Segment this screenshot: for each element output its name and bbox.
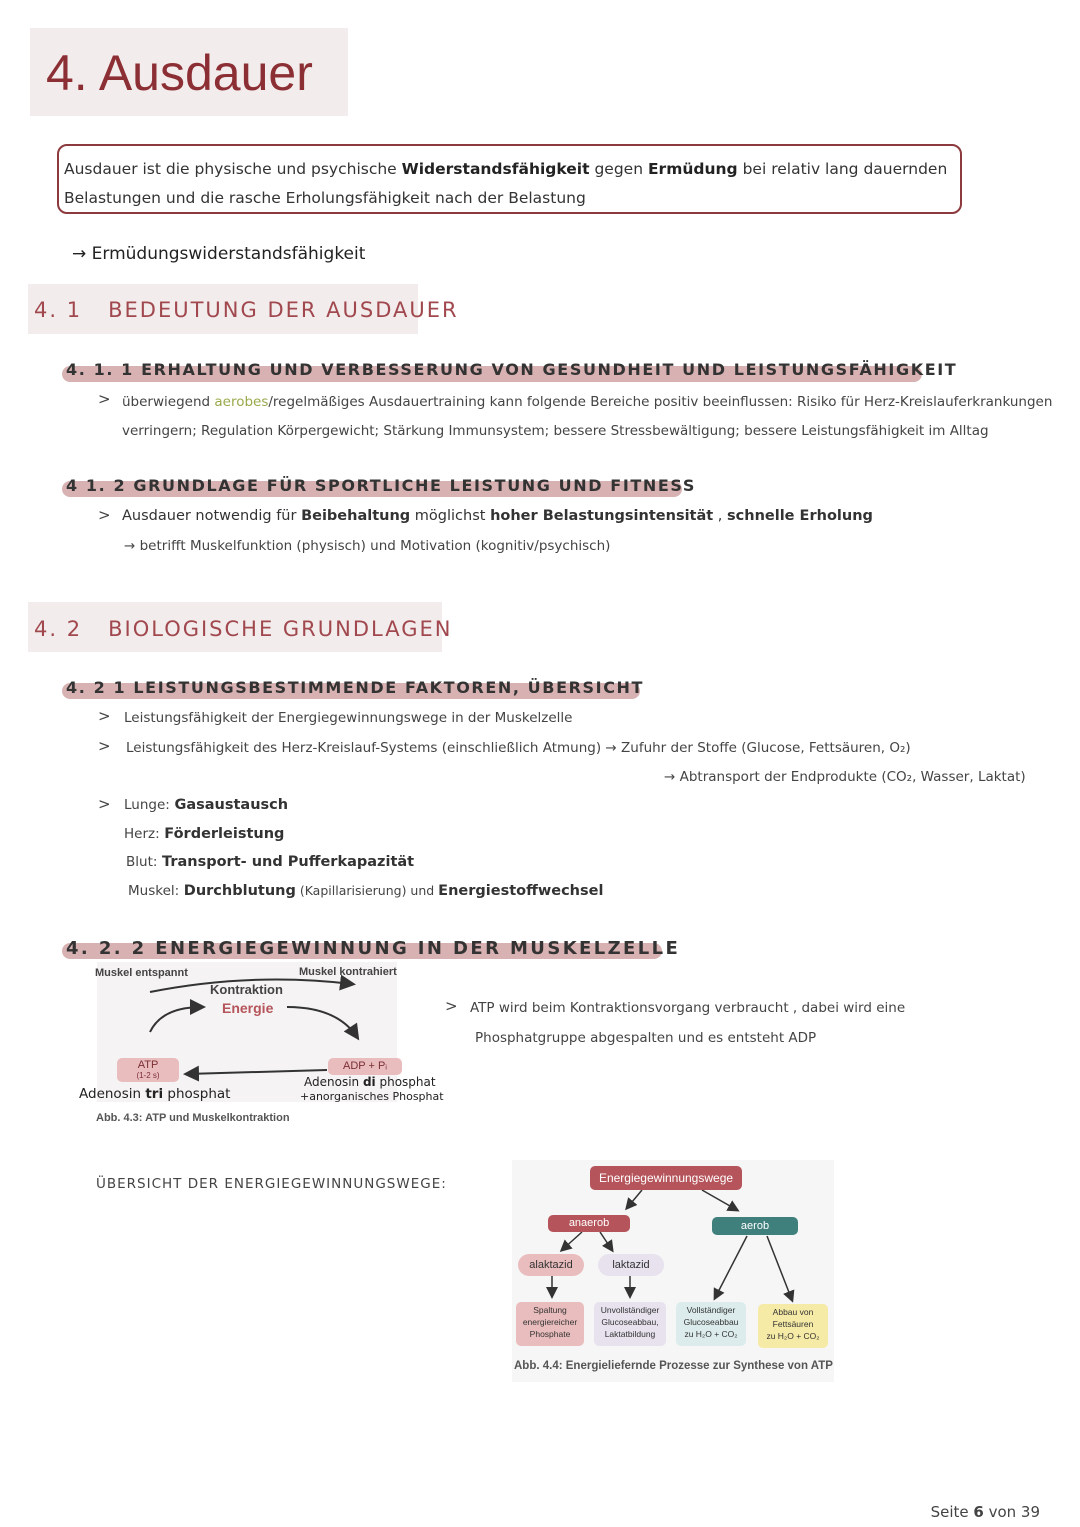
- subsection-title-4-1-2: 4 1. 2 GRUNDLAGE FÜR SPORTLICHE LEISTUNG UND FITNESS: [66, 476, 696, 495]
- page-title: 4. Ausdauer: [46, 45, 313, 101]
- note-bold: di: [362, 1075, 376, 1089]
- leaf-fettsaeuren: [758, 1304, 828, 1348]
- text-part: überwiegend: [122, 394, 215, 410]
- note-part: Adenosin: [304, 1075, 363, 1089]
- leaf-line: Fettsäuren: [772, 1319, 814, 1329]
- page-current: 6: [973, 1503, 984, 1521]
- text-part: ,: [713, 508, 728, 524]
- organ-label: Herz:: [124, 826, 160, 842]
- leaf-phosphate: [516, 1302, 584, 1346]
- definition-part: gegen: [589, 160, 648, 178]
- subsection-title-4-2-1: 4. 2 1 LEISTUNGSBESTIMMENDE FAKTOREN, ÜBERSICHT: [66, 678, 645, 697]
- text-part: Ausdauer notwendig für: [122, 508, 302, 524]
- label-kontraktion: Kontraktion: [210, 982, 283, 997]
- note-bold: tri: [145, 1086, 164, 1102]
- text-line: → betrifft Muskelfunktion (physisch) und Motivation (kognitiv/psychisch): [124, 538, 611, 554]
- text-line: ATP wird beim Kontraktionsvorgang verbraucht , dabei wird eine: [470, 1000, 906, 1016]
- text-line: verringern; Regulation Körpergewicht; Stärkung Immunsystem; bessere Stressbewältigung; bessere Leistungsfähigkeit im Alltag: [122, 423, 989, 439]
- section-title-4-2: [34, 617, 452, 641]
- leaf-line: zu H₂O + CO₂: [766, 1331, 820, 1341]
- note-atp: [79, 1086, 230, 1102]
- arrow-aerob-glucose: [715, 1236, 747, 1298]
- text-part: möglichst: [410, 508, 491, 524]
- label-relaxed: Muskel entspannt: [95, 967, 188, 979]
- page-mid: von: [983, 1503, 1021, 1521]
- bullet-icon: >: [98, 390, 111, 408]
- subsection-title-4-2-2: 4. 2. 2 ENERGIEGEWINNUNG IN DER MUSKELZELLE: [66, 938, 681, 959]
- organ-value: Transport- und Pufferkapazität: [162, 854, 415, 870]
- organ-value: Energiestoffwechsel: [438, 883, 604, 899]
- organ-row: [128, 883, 603, 899]
- page-number: [931, 1503, 1040, 1521]
- text-bold: schnelle Erholung: [727, 508, 873, 524]
- organ-value: Durchblutung: [183, 883, 296, 899]
- section-number: 4. 1: [34, 298, 83, 322]
- root-node: Energiegewinnungswege: [590, 1166, 742, 1190]
- page-total: 39: [1020, 1503, 1040, 1521]
- text-line: [122, 394, 1052, 410]
- text-line: Leistungsfähigkeit der Energiegewinnungswege in der Muskelzelle: [124, 710, 573, 726]
- laktazid-node: laktazid: [598, 1254, 664, 1276]
- atp-node: [117, 1058, 179, 1082]
- definition-text: [64, 155, 959, 213]
- bullet-icon: >: [98, 707, 111, 725]
- text-line: → Abtransport der Endprodukte (CO₂, Wasser, Laktat): [664, 769, 1026, 785]
- leaf-line: Phosphate: [529, 1329, 571, 1339]
- organ-label: Lunge:: [124, 797, 170, 813]
- arrow-anaerob-laktazid: [600, 1232, 612, 1250]
- label-contracted: Muskel kontrahiert: [299, 966, 397, 978]
- figure-caption: Abb. 4.3: ATP und Muskelkontraktion: [96, 1112, 290, 1124]
- text-line: Leistungsfähigkeit des Herz-Kreislauf-Systems (einschließlich Atmung) → Zufuhr der Stoffe (Glucose, Fettsäuren, O₂): [126, 740, 911, 756]
- definition-keyword: Ermüdung: [647, 160, 738, 178]
- bullet-icon: >: [445, 997, 458, 1015]
- alaktazid-node: alaktazid: [518, 1254, 584, 1276]
- overview-label: ÜBERSICHT DER ENERGIEGEWINNUNGSWEGE:: [96, 1176, 447, 1192]
- note-adp: [304, 1075, 436, 1089]
- arrow-aerob-fett: [767, 1236, 792, 1300]
- note-part: phosphat: [375, 1075, 436, 1089]
- figure-caption: Abb. 4.4: Energieliefernde Prozesse zur Synthese von ATP: [514, 1360, 833, 1372]
- leaf-line: Glucoseabbau: [683, 1317, 739, 1327]
- leaf-line: zu H₂O + CO₂: [684, 1329, 738, 1339]
- bullet-icon: >: [98, 795, 111, 813]
- text-line: Phosphatgruppe abgespalten und es entsteht ADP: [475, 1030, 817, 1046]
- leaf-line: Vollständiger: [686, 1305, 736, 1315]
- text-bold: hoher Belastungsintensität: [490, 508, 714, 524]
- arrow-note: → Ermüdungswiderstandsfähigkeit: [72, 244, 366, 264]
- arrow-root-anaerob: [627, 1190, 642, 1208]
- atp-time: (1-2 s): [136, 1071, 160, 1080]
- definition-keyword: Widerstandsfähigkeit: [401, 160, 590, 178]
- organ-row: [124, 826, 284, 842]
- organ-row: [124, 797, 288, 813]
- leaf-laktat: [594, 1302, 666, 1346]
- arrow-anaerob-alaktazid: [562, 1232, 582, 1250]
- page-prefix: Seite: [930, 1503, 974, 1521]
- atp-label: ATP: [137, 1059, 159, 1071]
- leaf-line: Glucoseabbau,: [601, 1317, 659, 1327]
- leaf-line: Spaltung: [533, 1305, 567, 1315]
- definition-line2: Belastungen und die rasche Erholungsfähigkeit nach der Belastung: [64, 189, 586, 207]
- adp-node: ADP + Pᵢ: [328, 1058, 402, 1075]
- atp-cycle-figure: [79, 962, 452, 1132]
- text-bold: Beibehaltung: [301, 508, 411, 524]
- leaf-line: Laktatbildung: [604, 1329, 656, 1339]
- note-adp-2: +anorganisches Phosphat: [300, 1090, 444, 1103]
- definition-part: Ausdauer ist die physische und psychische: [64, 160, 402, 178]
- leaf-line: Unvollständiger: [600, 1305, 660, 1315]
- organ-value: Förderleistung: [164, 826, 285, 842]
- text-part: /regelmäßiges Ausdauertraining kann folgende Bereiche positiv beeinflussen: Risiko für Herz-Kreislauferkrankungen: [268, 394, 1053, 410]
- aerob-node: aerob: [712, 1217, 798, 1235]
- section-number: 4. 2: [34, 617, 83, 641]
- note-part: phosphat: [163, 1086, 231, 1102]
- bullet-icon: >: [98, 737, 111, 755]
- energy-pathways-diagram: [512, 1160, 834, 1382]
- organ-value: Gasaustausch: [174, 797, 289, 813]
- organ-label: Muskel:: [128, 883, 180, 899]
- section-title-4-1: [34, 298, 459, 322]
- label-energie: Energie: [222, 1000, 274, 1016]
- note-part: Adenosin: [79, 1086, 146, 1102]
- subsection-title-4-1-1: 4. 1. 1 ERHALTUNG UND VERBESSERUNG VON GESUNDHEIT UND LEISTUNGSFÄHIGKEIT: [66, 360, 958, 379]
- section-heading: BIOLOGISCHE GRUNDLAGEN: [108, 617, 453, 641]
- organ-extra: (Kapillarisierung) und: [295, 883, 439, 898]
- section-heading: BEDEUTUNG DER AUSDAUER: [108, 298, 459, 322]
- arrow-root-aerob: [702, 1190, 737, 1210]
- anaerob-node: anaerob: [548, 1215, 630, 1232]
- bullet-icon: >: [98, 506, 111, 524]
- organ-row: [126, 854, 414, 870]
- organ-label: Blut:: [126, 854, 158, 870]
- leaf-line: Abbau von: [772, 1307, 814, 1317]
- text-line: [122, 508, 873, 524]
- leaf-glucose: [676, 1302, 746, 1346]
- text-highlight-green: aerobes: [214, 394, 269, 410]
- leaf-line: energiereicher: [522, 1317, 578, 1327]
- definition-part: bei relativ lang dauernden: [737, 160, 948, 178]
